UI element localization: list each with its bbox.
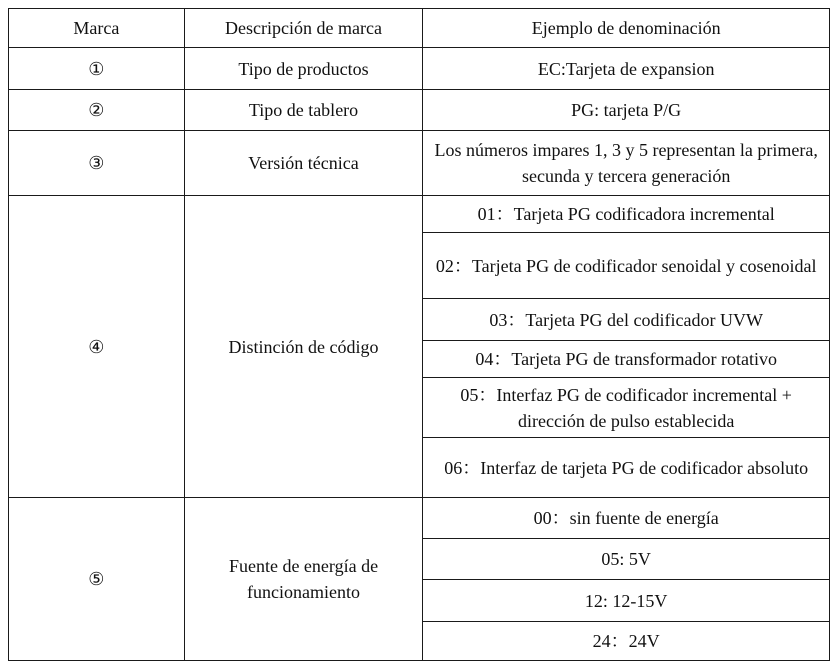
example-cell: 06：Interfaz de tarjeta PG de codificador absoluto bbox=[423, 438, 830, 498]
header-mark: Marca bbox=[9, 9, 185, 48]
header-description: Descripción de marca bbox=[184, 9, 423, 48]
table-row bbox=[9, 48, 830, 90]
example-cell: 05：Interfaz PG de codificador incremental + dirección de pulso establecida bbox=[423, 378, 830, 438]
example-cell: 04：Tarjeta PG de transformador rotativo bbox=[423, 341, 830, 378]
table-row bbox=[9, 196, 830, 233]
example-cell: PG: tarjeta P/G bbox=[423, 90, 830, 131]
header-example: Ejemplo de denominación bbox=[423, 9, 830, 48]
table-row bbox=[9, 498, 830, 539]
example-cell: 03：Tarjeta PG del codificador UVW bbox=[423, 299, 830, 341]
description-cell: Fuente de energía de funcionamiento bbox=[184, 498, 423, 661]
example-cell: 05: 5V bbox=[423, 539, 830, 580]
naming-table bbox=[8, 8, 830, 661]
mark-cell: ⑤ bbox=[9, 498, 185, 661]
mark-cell: ② bbox=[9, 90, 185, 131]
header-row bbox=[9, 9, 830, 48]
mark-cell: ③ bbox=[9, 131, 185, 196]
description-cell: Tipo de productos bbox=[184, 48, 423, 90]
example-cell: 12: 12-15V bbox=[423, 580, 830, 622]
mark-cell: ④ bbox=[9, 196, 185, 498]
table-row bbox=[9, 90, 830, 131]
example-cell: 01：Tarjeta PG codificadora incremental bbox=[423, 196, 830, 233]
description-cell: Tipo de tablero bbox=[184, 90, 423, 131]
description-cell: Distinción de código bbox=[184, 196, 423, 498]
mark-cell: ① bbox=[9, 48, 185, 90]
example-cell: 00：sin fuente de energía bbox=[423, 498, 830, 539]
table-row bbox=[9, 131, 830, 196]
description-cell: Versión técnica bbox=[184, 131, 423, 196]
example-cell: 24：24V bbox=[423, 622, 830, 661]
example-cell: 02：Tarjeta PG de codificador senoidal y cosenoidal bbox=[423, 233, 830, 299]
example-cell: Los números impares 1, 3 y 5 representan la primera, secunda y tercera generación bbox=[423, 131, 830, 196]
example-cell: EC:Tarjeta de expansion bbox=[423, 48, 830, 90]
